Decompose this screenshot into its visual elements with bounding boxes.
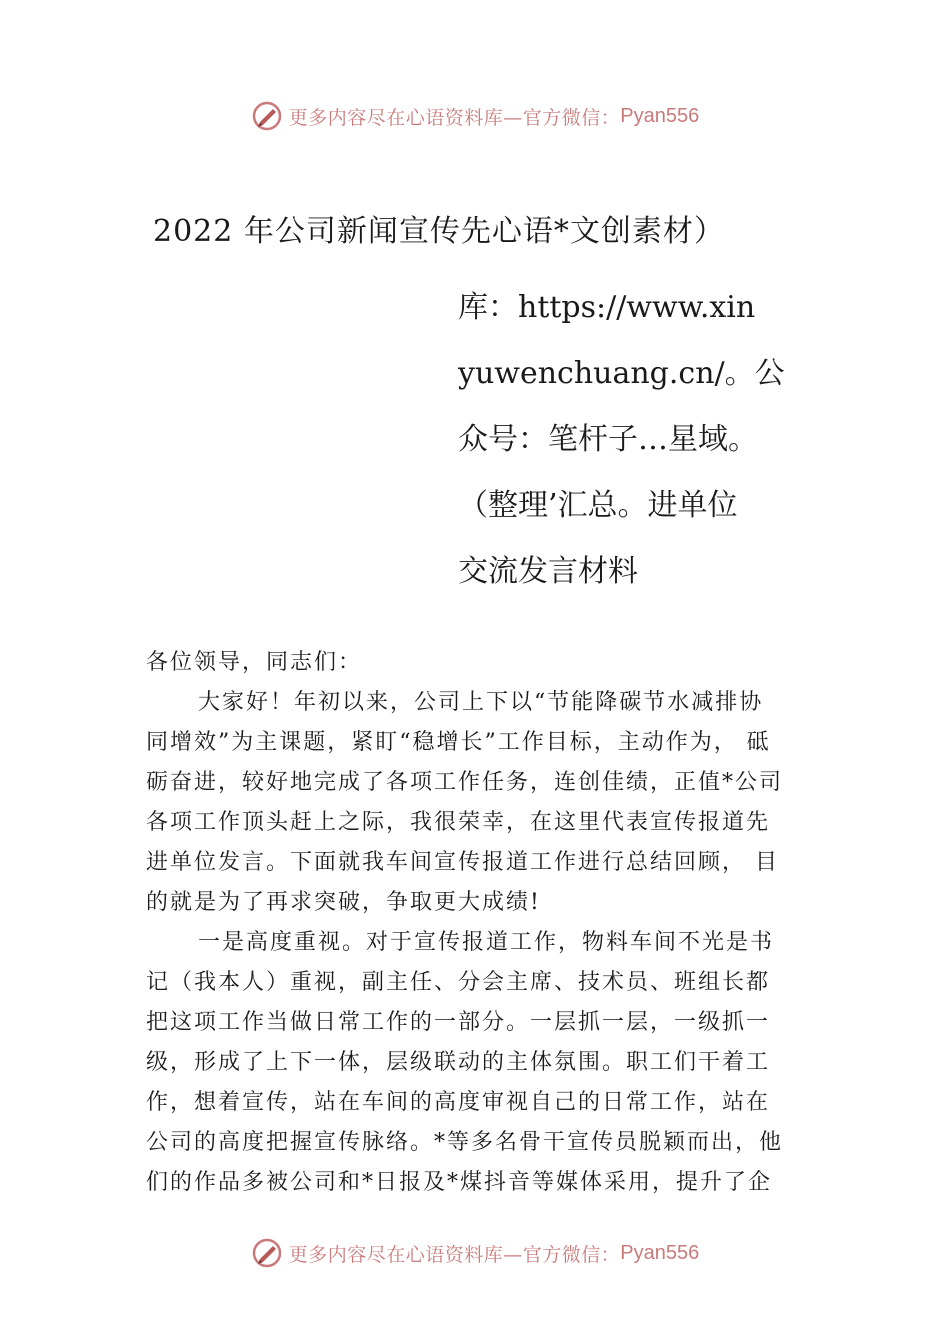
watermark-text: 更多内容尽在心语资料库—官方微信： <box>288 1243 621 1266</box>
paragraph-line: 记（我本人）重视，副主任、分会主席、技术员、班组长都 <box>146 970 771 995</box>
paragraph-line: 作，想着宣传，站在车间的高度审视自己的日常工作，站在 <box>146 1090 771 1115</box>
paragraph-line: 级，形成了上下一体，层级联动的主体氛围。职工们干着工 <box>146 1050 771 1075</box>
paragraph-line: 各项工作顶头赶上之际，我很荣幸，在这里代表宣传报道先 <box>146 810 771 835</box>
document-body <box>146 643 826 1203</box>
watermark-wechat-id: Pyan556 <box>620 104 700 127</box>
paragraph-line: 把这项工作当做日常工作的一部分。一层抓一层，一级抓一 <box>146 1010 771 1035</box>
title-line: 众号：笔杆子…星域。 <box>458 422 758 457</box>
document-title-continuation <box>458 275 798 605</box>
title-line: （整理’汇总。进单位 <box>458 488 738 523</box>
pen-logo-icon <box>251 1237 283 1269</box>
paragraph-line: 一是高度重视。对于宣传报道工作，物料车间不光是书 <box>198 930 775 955</box>
title-line: 库：https://www.xin <box>458 290 756 325</box>
paragraph-line: 的就是为了再求突破，争取更大成绩! <box>146 890 541 915</box>
header-watermark <box>0 96 950 136</box>
watermark-text: 更多内容尽在心语资料库—官方微信： <box>288 106 621 129</box>
pen-logo-icon <box>251 100 283 132</box>
paragraph-line: 砺奋进，较好地完成了各项工作任务，连创佳绩，正值*公司 <box>146 770 784 795</box>
title-line: 交流发言材料 <box>458 554 638 589</box>
paragraph-line: 进单位发言。下面就我车间宣传报道工作进行总结回顾， 目 <box>146 850 779 875</box>
document-title: 2022 年公司新闻宣传先心语*文创素材） <box>153 214 725 249</box>
paragraph-line: 同增效”为主课题，紧盯“稳增长”工作目标，主动作为， 砥 <box>146 730 771 755</box>
footer-watermark <box>0 1233 950 1273</box>
watermark-wechat-id: Pyan556 <box>620 1241 700 1264</box>
paragraph-line: 大家好！年初以来，公司上下以“节能降碳节水减排协 <box>198 690 764 715</box>
paragraph-line: 公司的高度把握宣传脉络。*等多名骨干宣传员脱颖而出，他 <box>146 1130 784 1155</box>
title-line: yuwenchuang.cn/。公 <box>458 356 785 391</box>
paragraph-line: 们的作品多被公司和*日报及*煤抖音等媒体采用，提升了企 <box>146 1170 773 1195</box>
salutation: 各位领导，同志们： <box>146 650 363 675</box>
